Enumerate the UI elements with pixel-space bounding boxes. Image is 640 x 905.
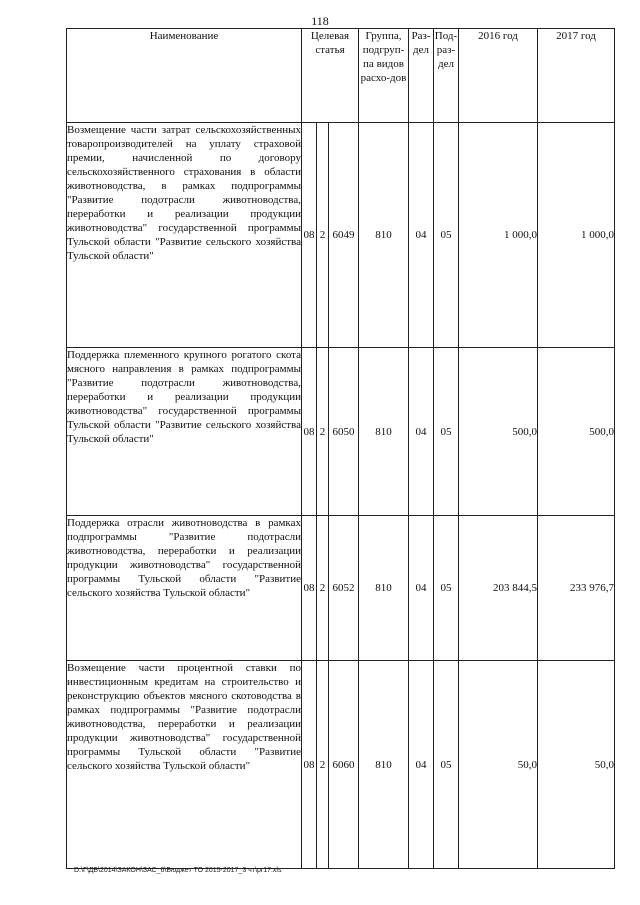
table-row (67, 661, 615, 869)
table-row (67, 516, 615, 661)
row-code-program: 08 (302, 123, 317, 348)
row-value-2017: 500,0 (538, 348, 615, 516)
page-number: 118 (311, 14, 329, 28)
row-subsection: 05 (434, 348, 459, 516)
header-target-article: Целевая статья (302, 29, 359, 123)
row-code-program: 08 (302, 516, 317, 661)
row-code-subprogram: 2 (317, 348, 329, 516)
row-code-program: 08 (302, 661, 317, 869)
header-year-2016: 2016 год (459, 29, 538, 123)
row-code-direction: 6052 (329, 516, 359, 661)
header-year-2017: 2017 год (538, 29, 615, 123)
header-name: Наименование (67, 29, 302, 123)
row-code-direction: 6049 (329, 123, 359, 348)
row-name: Поддержка племенного крупного рогатого скота мясного направления в рамках подпрограммы "Развитие подотрасли животноводства, переработки и реализации продукции животноводства" государственной программы Тульской области "Развитие сельского хозяйства Тульской области" (67, 348, 302, 516)
row-subsection: 05 (434, 661, 459, 869)
row-value-2016: 1 000,0 (459, 123, 538, 348)
row-value-2016: 203 844,5 (459, 516, 538, 661)
row-value-2016: 50,0 (459, 661, 538, 869)
row-section: 04 (409, 661, 434, 869)
row-expense-group: 810 (359, 516, 409, 661)
row-code-direction: 6060 (329, 661, 359, 869)
row-section: 04 (409, 123, 434, 348)
row-section: 04 (409, 516, 434, 661)
row-value-2017: 1 000,0 (538, 123, 615, 348)
row-subsection: 05 (434, 516, 459, 661)
row-value-2017: 233 976,7 (538, 516, 615, 661)
row-expense-group: 810 (359, 123, 409, 348)
row-subsection: 05 (434, 123, 459, 348)
table-row (67, 123, 615, 348)
row-code-direction: 6050 (329, 348, 359, 516)
header-expense-group: Группа, подгруп-па видов расхо-дов (359, 29, 409, 123)
row-name: Возмещение части затрат сельскохозяйственных товаропроизводителей на уплату страховой премии, начисленной по договору сельскохозяйственного страхования в области животноводства, в рамках подпрограммы "Развитие подотрасли животноводства, переработки и реализации продукции животноводства" государственной программы Тульской области "Развитие сельского хозяйства Тульской области" (67, 123, 302, 348)
row-value-2016: 500,0 (459, 348, 538, 516)
budget-table (66, 28, 615, 869)
file-path-footer: D:\Г\ДБ\2014\ЗАКОН\ЗАС_6\Бюджет ТО 2015-2017_3 чт\pr17.xls (74, 867, 282, 874)
row-code-subprogram: 2 (317, 123, 329, 348)
row-name: Поддержка отрасли животноводства в рамках подпрограммы "Развитие подотрасли животноводства, переработки и реализации продукции животноводства" государственной программы Тульской области "Развитие сельского хозяйства Тульской области" (67, 516, 302, 661)
table-header-row (67, 29, 615, 123)
header-section: Раз-дел (409, 29, 434, 123)
row-code-program: 08 (302, 348, 317, 516)
row-section: 04 (409, 348, 434, 516)
row-value-2017: 50,0 (538, 661, 615, 869)
row-code-subprogram: 2 (317, 516, 329, 661)
row-code-subprogram: 2 (317, 661, 329, 869)
row-name: Возмещение части процентной ставки по инвестиционным кредитам на строительство и реконструкцию объектов мясного скотоводства в рамках подпрограммы "Развитие подотрасли животноводства, переработки и реализации продукции животноводства" государственной программы Тульской области "Развитие сельского хозяйства Тульской области" (67, 661, 302, 869)
row-expense-group: 810 (359, 661, 409, 869)
table-row (67, 348, 615, 516)
row-expense-group: 810 (359, 348, 409, 516)
header-subsection: Под-раз-дел (434, 29, 459, 123)
